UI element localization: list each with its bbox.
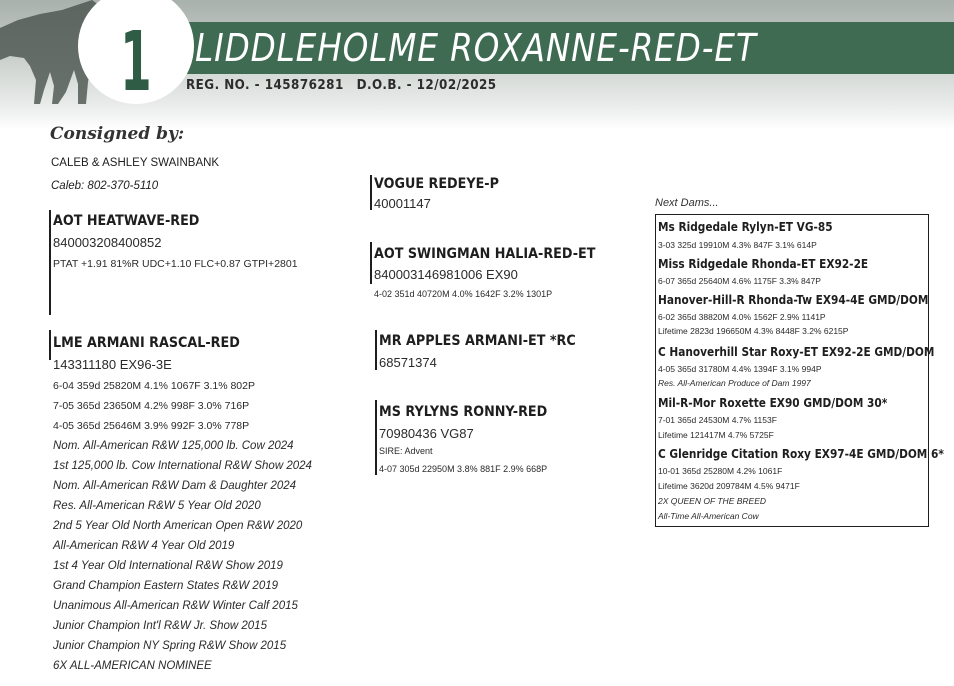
dam-records <box>53 376 312 676</box>
pedigree-line-dam <box>49 330 51 360</box>
sire-name: AOT HEATWAVE-RED <box>53 213 200 229</box>
dam-award: 1st 125,000 lb. Cow International R&W Show 2024 <box>53 460 312 472</box>
next-dam-record: 6-02 365d 38820M 4.0% 1562F 2.9% 1141P <box>658 312 826 322</box>
next-dam-record: 10-01 365d 25280M 4.2% 1061F <box>658 466 783 476</box>
registration-line <box>186 78 509 93</box>
pedigree-line-sire-dam <box>370 242 372 284</box>
next-dam-record: 4-05 365d 31780M 4.4% 1394F 3.1% 994P <box>658 364 822 374</box>
next-dam-name: C Hanoverhill Star Roxy-ET EX92-2E GMD/DOM <box>658 345 935 359</box>
dam-dam-id: 70980436 VG87 <box>379 426 474 441</box>
next-dam-record: 7-01 365d 24530M 4.7% 1153F <box>658 415 777 425</box>
next-dam-record: 3-03 325d 19910M 4.3% 847F 3.1% 614P <box>658 240 817 250</box>
dam-award: Unanimous All-American R&W Winter Calf 2015 <box>53 600 298 612</box>
dam-award: Junior Champion Int'l R&W Jr. Show 2015 <box>53 620 267 632</box>
sire-sire-id: 40001147 <box>374 196 431 211</box>
sire-sire-name: VOGUE REDEYE-P <box>374 176 499 192</box>
dam-sire-name: MR APPLES ARMANI-ET *RC <box>379 333 576 349</box>
dam-dam-name: MS RYLYNS RONNY-RED <box>379 404 548 420</box>
dam-award: 1st 4 Year Old International R&W Show 2019 <box>53 560 283 572</box>
next-dam-lifetime: Lifetime 2823d 196650M 4.3% 8448F 3.2% 6215P <box>658 326 849 336</box>
next-dam-name: Miss Ridgedale Rhonda-ET EX92-2E <box>658 257 869 271</box>
dam-award: 2nd 5 Year Old North American Open R&W 2020 <box>53 520 303 532</box>
next-dam-name: Mil-R-Mor Roxette EX90 GMD/DOM 30* <box>658 396 888 410</box>
dam-award: All-American R&W 4 Year Old 2019 <box>53 540 235 552</box>
consignor-phone: Caleb: 802-370-5110 <box>51 180 159 192</box>
consigned-by-heading: Consigned by: <box>50 124 185 144</box>
dam-sire-id: 68571374 <box>379 355 437 370</box>
dam-dam-sire-note: SIRE: Advent <box>379 446 433 456</box>
dam-record: 6-04 359d 25820M 4.1% 1067F 3.1% 802P <box>53 380 255 392</box>
date-of-birth: D.O.B. - 12/02/2025 <box>356 78 497 93</box>
sire-proof: PTAT +1.91 81%R UDC+1.10 FLC+0.87 GTPI+2801 <box>53 258 298 270</box>
consignor-name: CALEB & ASHLEY SWAINBANK <box>51 157 220 169</box>
next-dam-lifetime: Lifetime 121417M 4.7% 5725F <box>658 430 774 440</box>
pedigree-line-dam-sire <box>375 330 377 370</box>
dam-award: Grand Champion Eastern States R&W 2019 <box>53 580 279 592</box>
dam-dam-record: 4-07 305d 22950M 3.8% 881F 2.9% 668P <box>379 464 548 474</box>
dam-award: 6X ALL-AMERICAN NOMINEE <box>53 660 212 672</box>
reg-number: REG. NO. - 145876281 <box>186 78 344 93</box>
next-dam-name: C Glenridge Citation Roxy EX97-4E GMD/DOM 6* <box>658 447 944 461</box>
next-dam-award: Res. All-American Produce of Dam 1997 <box>658 378 811 388</box>
dam-award: Junior Champion NY Spring R&W Show 2015 <box>53 640 287 652</box>
next-dam-record: 6-07 365d 25640M 4.6% 1175F 3.3% 847P <box>658 276 821 286</box>
dam-award: Nom. All-American R&W Dam & Daughter 2024 <box>53 480 297 492</box>
dam-name: LME ARMANI RASCAL-RED <box>53 335 240 351</box>
next-dam-award: 2X QUEEN OF THE BREED <box>658 496 767 506</box>
next-dam-award: All-Time All-American Cow <box>658 511 759 521</box>
next-dam-name: Ms Ridgedale Rylyn-ET VG-85 <box>658 220 833 234</box>
pedigree-line-dam-dam <box>375 400 377 475</box>
pedigree-line-sire-sire <box>370 175 372 210</box>
dam-id: 143311180 EX96-3E <box>53 357 172 372</box>
dam-award: Res. All-American R&W 5 Year Old 2020 <box>53 500 261 512</box>
next-dam-lifetime: Lifetime 3620d 209784M 4.5% 9471F <box>658 481 800 491</box>
sire-dam-name: AOT SWINGMAN HALIA-RED-ET <box>374 246 596 262</box>
lot-number: 1 <box>120 15 152 110</box>
dam-record: 7-05 365d 23650M 4.2% 998F 3.0% 716P <box>53 400 250 412</box>
next-dam-name: Hanover-Hill-R Rhonda-Tw EX94-4E GMD/DOM <box>658 293 929 307</box>
sire-id: 840003208400852 <box>53 235 162 250</box>
sire-dam-record: 4-02 351d 40720M 4.0% 1642F 3.2% 1301P <box>374 289 553 299</box>
sire-dam-id: 840003146981006 EX90 <box>374 267 518 282</box>
next-dams-label: Next Dams... <box>655 197 719 209</box>
dam-record: 4-05 365d 25646M 3.9% 992F 3.0% 778P <box>53 420 250 432</box>
pedigree-line-sire <box>49 210 51 315</box>
dam-award: Nom. All-American R&W 125,000 lb. Cow 2024 <box>53 440 294 452</box>
animal-name: LIDDLEHOLME ROXANNE-RED-ET <box>195 26 757 70</box>
